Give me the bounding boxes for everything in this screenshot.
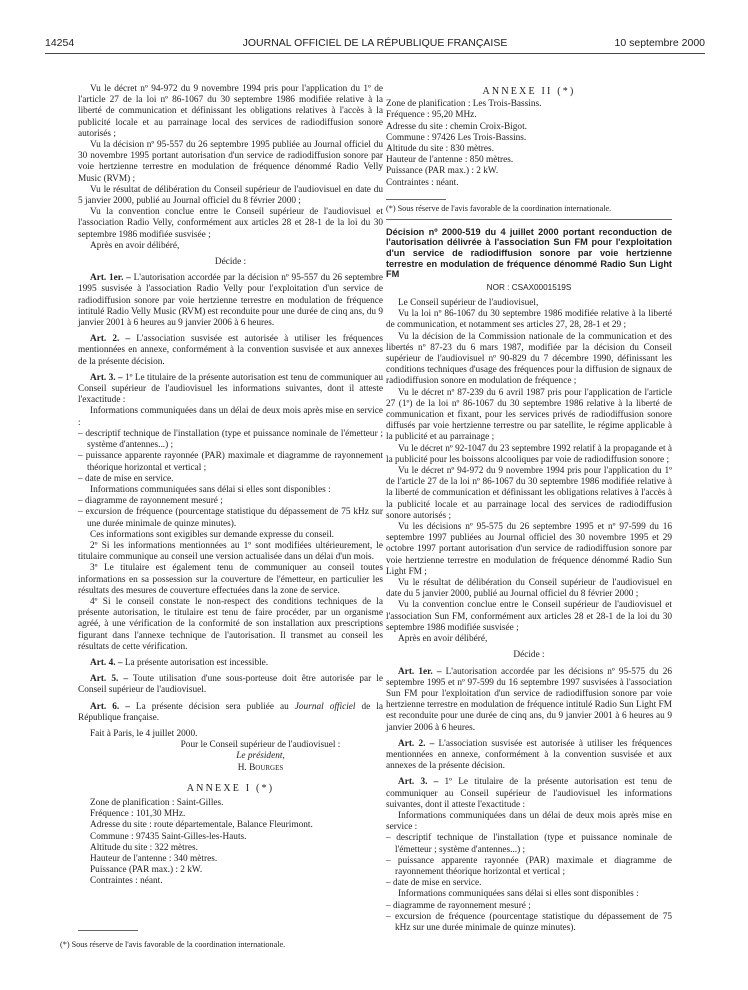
nor-reference: NOR : CSAX0001519S	[486, 282, 572, 292]
article-label: Art. 6. –	[90, 701, 130, 712]
list-item: – puissance apparente rayonnée (PAR) maximale et diagramme de rayonnement théorique horizontal et vertical ;	[78, 451, 383, 473]
left-column	[78, 84, 383, 888]
annex-1-details	[78, 798, 383, 888]
article-text: L'association susvisée est autorisée à utiliser les fréquences mentionnées en annexe, conformément à la convention susvisée et aux annexes de la présente décision.	[78, 334, 383, 367]
list-item: – excursion de fréquence (pourcentage statistique du dépassement de 75 kHz sur une durée minimale de quinze minutes).	[78, 507, 383, 529]
article-text: 1º Le titulaire de la présente autorisation est tenu de communiquer au Conseil supérieur de l'audiovisuel les informations suivantes, dont il atteste l'exactitude :	[386, 777, 673, 810]
annex-line: Puissance (PAR max.) : 2 kW.	[386, 166, 499, 177]
article-label: Art. 1er. –	[398, 666, 442, 677]
article-label: Art. 3. –	[398, 777, 439, 788]
annex-line: Altitude du site : 322 mètres.	[90, 842, 198, 853]
page-number: 14254	[45, 37, 75, 49]
annex-1-title: ANNEXE I (*)	[186, 782, 275, 794]
list-item: – diagramme de rayonnement mesuré ;	[386, 900, 531, 911]
article-label: Art. 2. –	[90, 334, 131, 345]
section-rule	[386, 219, 672, 220]
article-text: de la République française.	[78, 701, 384, 723]
list-item: – excursion de fréquence (pourcentage statistique du dépassement de 75 kHz sur une durée minimale de quinze minutes).	[386, 911, 672, 933]
annex-2-title: ANNEXE II (*)	[482, 86, 576, 97]
info-heading: Informations communiquées sans délai si elles sont disponibles :	[90, 484, 331, 495]
footnote-rule	[386, 199, 446, 200]
article-text: La présente décision sera publiée au	[129, 701, 295, 712]
list-item: – descriptif technique de l'installation (type et puissance nominale de l'émetteur ; système d'antennes...) ;	[386, 833, 672, 855]
journal-title: JOURNAL OFFICIEL DE LA RÉPUBLIQUE FRANÇAISE	[242, 37, 508, 49]
annex-line: Adresse du site : chemin Croix-Bigot.	[386, 121, 527, 132]
annex-line: Zone de planification : Saint-Gilles.	[90, 797, 224, 808]
header-rule	[45, 53, 705, 54]
article-3	[78, 373, 383, 407]
article-2	[78, 334, 383, 368]
annex-line: Commune : 97435 Saint-Gilles-les-Hauts.	[90, 831, 247, 842]
signature-name: H. Bourges	[237, 762, 284, 773]
list-item: – diagramme de rayonnement mesuré ;	[78, 496, 223, 507]
preamble-paragraph: Après en avoir délibéré,	[398, 634, 488, 645]
article-label: Art. 4. –	[90, 657, 123, 668]
preamble-paragraph: Vu la décision de la Commission nationale de la communication et des libertés nº 87-23 du 6 mars 1987, modifiée par la décision du Conseil supérieur de l'audiovisuel nº 90-829 du 7 décembre 1990, définissant les conditions techniques d'usage des fréquences pour la diffusion de signaux de radiodiffusion sonore en modulation de fréquence ;	[386, 331, 672, 387]
annex-2-footnote: (*) Sous réserve de l'avis favorable de la coordination internationale.	[386, 203, 612, 213]
list-item: – date de mise en service.	[386, 878, 482, 889]
preamble-paragraph: Vu le résultat de délibération du Conseil supérieur de l'audiovisuel en date du 5 janvier 2000, publié au Journal officiel du 8 février 2000 ;	[386, 578, 672, 600]
issue-date: 10 septembre 2000	[614, 37, 705, 49]
info-heading: Informations communiquées dans un délai de deux mois après mise en service :	[386, 810, 672, 833]
info-heading: Informations communiquées dans un délai de deux mois après mise en service :	[78, 406, 383, 428]
decision-title: Décision nº 2000-519 du 4 juillet 2000 portant reconduction de l'autorisation délivrée à l'association Sun FM pour l'exploitation d'un service de radiodiffusion sonore par voie hertzienne terrestre en modulation de fréquence dénommé Radio Sun Light FM	[386, 226, 672, 280]
article-3	[386, 777, 672, 811]
decide-heading: Décide :	[513, 650, 545, 661]
article-1	[78, 273, 383, 329]
article-text: Toute utilisation d'une sous-porteuse doit être autorisée par le Conseil supérieur de l'audiovisuel.	[78, 674, 384, 696]
list-item: – date de mise en service.	[78, 473, 174, 484]
annex-line: Adresse du site : route départementale, Balance Fleurimont.	[90, 820, 313, 831]
body-paragraph: 4º Si le conseil constate le non-respect des conditions techniques de la présente autorisation, le titulaire est tenu de faire procéder, par un organisme agréé, à une vérification de la conformité de son installation aux prescriptions figurant dans l'annexe technique de l'autorisation. Il transmet au conseil les résultats de cette vérification.	[78, 596, 383, 652]
article-5	[78, 674, 383, 696]
article-text: 1º Le titulaire de la présente autorisation est tenu de communiquer au Conseil supérieur de l'audiovisuel les informations suivantes, dont il atteste l'exactitude :	[78, 372, 384, 406]
article-4	[78, 658, 383, 669]
preamble-paragraph: Vu le décret nº 87-239 du 6 avril 1987 pris pour l'application de l'article 27 (1º) de la loi nº 86-1067 du 30 septembre 1986 relative à la liberté de communication et fixant, pour les services privés de radiodiffusion sonore diffusés par voie hertzienne terrestre ou par satellite, le régime applicable à la publicité et au parrainage ;	[386, 387, 672, 443]
annex-line: Hauteur de l'antenne : 340 mètres.	[90, 854, 218, 864]
preamble-paragraph: Vu la convention conclue entre le Conseil supérieur de l'audiovisuel et l'association Radio Velly, conformément aux articles 28 et 28-1 de la loi du 30 septembre 1986 modifiée susvisée ;	[78, 207, 383, 240]
footnote-rule	[78, 930, 138, 931]
preamble-paragraph: Vu la convention conclue entre le Conseil supérieur de l'audiovisuel et l'association Sun FM, conformément aux articles 28 et 28-1 de la loi du 30 septembre 1986 modifiée susvisée ;	[386, 600, 672, 633]
preamble-paragraph: Le Conseil supérieur de l'audiovisuel,	[398, 298, 539, 308]
annex-line: Puissance (PAR max.) : 2 kW.	[90, 865, 203, 876]
article-text: L'autorisation accordée par la décision nº 95-557 du 26 septembre 1995 susvisée à l'association Radio Velly pour l'exploitation d'un service de radiodiffusion sonore par voie hertzienne terrestre en modulation de fréquence intitulé Radio Velly Music (RVM) est reconduite pour une durée de cinq ans, du 9 janvier 2001 à 6 heures au 9 janvier 2006 à 6 heures.	[78, 273, 383, 329]
article-text: La présente autorisation est incessible.	[122, 657, 269, 668]
annex-line: Altitude du site : 830 mètres.	[386, 144, 494, 155]
annex-line: Contraintes : néant.	[90, 876, 163, 887]
article-label: Art. 5. –	[90, 674, 129, 685]
decide-heading: Décide :	[214, 257, 247, 268]
list-item: – descriptif technique de l'installation (type et puissance nominale de l'émetteur ; système d'antennes...) ;	[78, 428, 383, 451]
preamble-paragraph: Après en avoir délibéré,	[90, 240, 180, 251]
right-column	[386, 84, 672, 934]
done-at: Fait à Paris, le 4 juillet 2000.	[90, 728, 198, 739]
list-item: – puissance apparente rayonnée (PAR) maximale et diagramme de rayonnement théorique horizontal et vertical ;	[386, 855, 672, 877]
page-header	[45, 37, 705, 53]
annex-line: Fréquence : 101,30 MHz.	[90, 809, 186, 820]
info-heading: Informations communiquées sans délai si elles sont disponibles :	[398, 889, 639, 900]
preamble-paragraph: Vu la décision nº 95-557 du 26 septembre 1995 publiée au Journal officiel du 30 novembre 1995 portant autorisation d'un service de radiodiffusion sonore par voie hertzienne terrestre en modulation de fréquence dénommé Radio Velly Music (RVM) ;	[78, 140, 383, 184]
annex-2-details	[386, 99, 672, 189]
article-label: Art. 2. –	[398, 738, 435, 749]
preamble-paragraph: Vu le décret nº 94-972 du 9 novembre 1994 pris pour l'application du 1º de l'article 27 de la loi nº 86-1067 du 30 septembre 1986 modifiée relative à la liberté de communication et définissant les obligations relatives à l'accès à la publicité locale et au parrainage local des services de radiodiffusion sonore autorisés ;	[78, 84, 383, 139]
preamble-paragraph: Vu le décret nº 94-972 du 9 novembre 1994 pris pour l'application du 1º de l'article 27 de la loi nº 86-1067 du 30 septembre 1986 modifiée relative à la liberté de communication et définissant les obligations relatives à l'accès à la publicité locale et au parrainage local des services de radiodiffusion sonore autorisés ;	[386, 466, 672, 521]
preamble-paragraph: Vu le résultat de délibération du Conseil supérieur de l'audiovisuel en date du 5 janvier 2000, publié au Journal officiel du 8 février 2000 ;	[78, 184, 383, 207]
article-2	[386, 739, 672, 773]
annex-line: Hauteur de l'antenne : 850 mètres.	[386, 155, 514, 166]
article-text: L'autorisation accordée par les décisions nº 95-575 du 26 septembre 1995 et nº 97-599 du 16 septembre 1997 susvisées à l'association Sun FM pour l'exploitation d'un service de radiodiffusion sonore par voie hertzienne terrestre en modulation de fréquence intitulé Radio Sun Light FM est reconduite pour une durée de cinq ans, du 9 janvier 2001 à 6 heures au 9 janvier 2006 à 6 heures.	[386, 666, 672, 733]
annex-line: Contraintes : néant.	[386, 177, 459, 188]
body-paragraph: 2º Si les informations mentionnées au 1º sont modifiées ultérieurement, le titulaire communique au conseil une version actualisée dans un délai d'un mois.	[78, 540, 383, 563]
annex-line: Zone de planification : Les Trois-Bassins.	[386, 99, 542, 110]
body-paragraph: 3º Le titulaire est également tenu de communiquer au conseil toutes informations en sa possession sur la couverture de l'émetteur, en particulier les résultats des mesures de couverture effectuées dans la zone de service.	[78, 563, 383, 596]
annex-line: Commune : 97426 Les Trois-Bassins.	[386, 132, 527, 143]
article-text: L'association susvisée est autorisée à utiliser les fréquences mentionnées en annexe, conformément à la convention susvisée et aux annexes de la présente décision.	[386, 738, 672, 772]
article-label: Art. 1er. –	[90, 273, 131, 284]
preamble-paragraph: Vu la loi nº 86-1067 du 30 septembre 1986 modifiée relative à la liberté de communication, et notamment ses articles 27, 28, 28-1 et 29 ;	[386, 309, 672, 331]
body-paragraph: Ces informations sont exigibles sur demande expresse du conseil.	[90, 529, 334, 540]
article-label: Art. 3. –	[90, 372, 123, 383]
preamble-paragraph: Vu le décret nº 92-1047 du 23 septembre 1992 relatif à la propagande et à la publicité pour les boissons alcooliques par voie de radiodiffusion sonore ;	[386, 443, 672, 465]
signature-for: Pour le Conseil supérieur de l'audiovisuel :	[180, 740, 341, 751]
journal-ref: Journal officiel	[294, 701, 356, 712]
signature-role: Le président,	[236, 751, 285, 762]
annex-line: Fréquence : 95,20 MHz.	[386, 110, 477, 121]
article-1	[386, 667, 672, 734]
preamble-paragraph: Vu les décisions nº 95-575 du 26 septembre 1995 et nº 97-599 du 16 septembre 1997 publiées au Journal officiel des 30 novembre 1995 et 29 octobre 1997 portant autorisation d'un service de radiodiffusion sonore par voie hertzienne terrestre en modulation de fréquence dénommé Radio Sun Light FM ;	[386, 522, 672, 577]
annex-1-footnote: (*) Sous réserve de l'avis favorable de la coordination internationale.	[60, 940, 286, 949]
article-6	[78, 702, 383, 724]
